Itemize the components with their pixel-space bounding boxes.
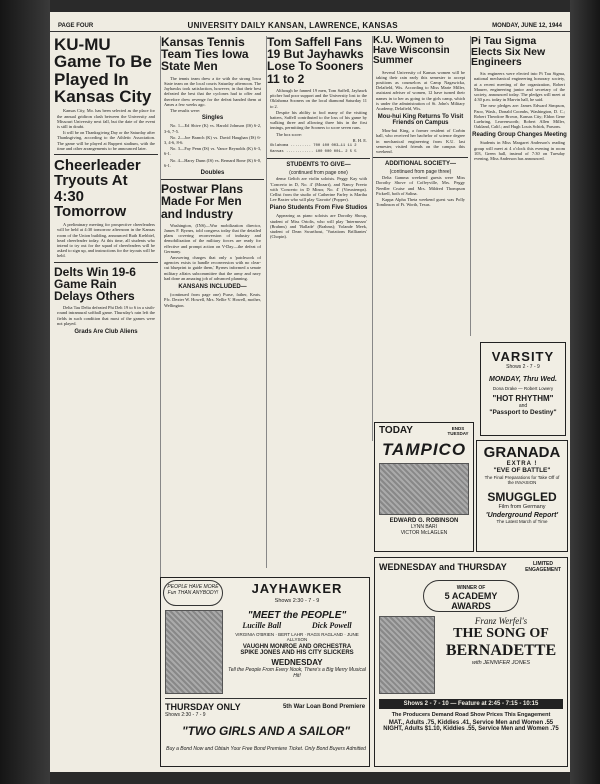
paper-title: UNIVERSITY DAILY KANSAN, LAWRENCE, KANSAS [187,21,398,30]
article-ku-mu-game: Kansas City, Mo. has been selected as the place for the annual gridiron clash between the University and Missouri University next fall, but the date of the event is still in doubt. It will be on Thanksgiving Day or the Saturday after Thanksgiving, according to the Athletic Association. The game will be played at Ruppert stadium, with the time and other arrangements to be announced later. [57,108,155,151]
academy-awards-badge: WINNER OF 5 ACADEMY AWARDS [423,580,519,612]
subhead-mou-hui: Mou-hui King Returns To Visit Friends on Campus [377,114,464,127]
ad-tampico: TODAY ENDS TUESDAY TAMPICO EDWARD G. ROBINSON LYNN BARI VICTOR McLAGLEN [374,422,474,552]
subhead-society: ADDITIONAL SOCIETY— [385,161,456,168]
ad-varsity: VARSITY Shows 2 - 7 - 9 MONDAY, Thru Wed. Dona Drake — Robert Lowery "HOT RHYTHM" and "Passport to Destiny" [480,342,566,436]
ad-bernadette: WEDNESDAY and THURSDAY LIMITED ENGAGEMENT WINNER OF 5 ACADEMY AWARDS Franz Werfel's THE SONG OF BERNADETTE with JENNIFER JONES Shows 2 - 7 - 10 — Feature at 2:45 - 7:15 - 10:15 The Producers Demand Road Show Prices This Engagement MAT., Adults .75, Kiddies .41, Service Men and Women .55 NIGHT, Adults $1.10, Kiddies .55, Service Men and Women .75 [374,557,568,767]
headline-saffell: Tom Saffell Fans 19 But Jayhawks Lose To Sooners 11 to 2 [267,36,364,86]
column-2: Kansas Tennis Team Ties Iowa State Men The tennis team drew a tie with the strong Iowa State team on the local courts Saturday afternoon. The Jayhawks took satisfaction, however, in that their best defeated the best that the cyclones had to offer and therefore drew revenge for the defeat handed them at Ames a few weeks ago. The results were: Singles No. 1—Ed Shive (K) vs. Harold Johnson (IS) 6-2, 3-6, 7-5. No. 2—Joe Branch (K) vs. David Haughan (IS) 6-3, 4-6, 8-6. No. 3—Fay Penn (IS) vs. Vance Reynolds (K) 6-3, 6-1. No. 4—Harry Dunn (IS) vs. Bernard Bone (K) 6-0, 6-1. Doubles Postwar Plans Made For Men and Industry Washington, (INS)—War mobilization director, James F. Byrnes, told congress today that the detailed plans covering reconversion of industry and demobilization of the military forces are ready for effective and prompt action on V-Day—the defeat of Germany. Answering charges that only a 'patchwork of agencies exists to handle reconversion with no clear-cut blueprint to guide them,' Byrnes informed a senate military affairs subcommittee that the army and navy had done an amazing job of advanced planning. KANSANS INCLUDED— (continued from page one) Purse, father, Keats. Pfc. Dexter W. Howell, Mrs. Nellie V. Howell, mother, Wellington. [160,36,264,596]
article-cheerleader: A preliminary meeting for prospective cheerleaders will be held at 4:30 tomorrow afternoon in the Kansas room of the Union building, announced Ruth Krehbiel, head cheerleader today. At this time, all students who intend to try out for the squad of cheerleaders will be asked to sign up, and instructions for the tryouts will be held. [57,222,155,259]
scan-edge-right [570,0,600,784]
column-4: K.U. Women to Have Wisconsin Summer Several University of Kansas women will be taking their rain early this semester to accept positions as counselors at Camp Nagawicka, Delafield, Wis. According to Miss Marie Miller, assistant adviser of women, 12 have turned their names in to her as going to the girls camp, which is under the administration of St. John's Military Academy, Delafield, Wis. Mou-hui King Returns To Visit Friends on Campus Mou-hui King, a former resident of Corbin hall, who received her bachelor of science degree in mechanical engineering from K.U. last semester, visited friends on the campus this weekend. ADDITIONAL SOCIETY— (continued from page three) Delta Gamma weekend guests were Miss Dorothy Shove of Coffeyville, Mrs. Peggy Needler Cruise and Mrs. Mildred Thompson Pickrell, both of Salina. Kappa Alpha Theta weekend guest was Polly Tomlinson of Ft. Worth, Texas. [372,36,468,441]
scan-edge-left [0,0,50,784]
subhead-students-give: STUDENTS TO GIVE— [286,162,351,169]
subhead-kansans: KANSANS INCLUDED— [178,284,247,291]
headline-delts-win: Delts Win 19-6 Game Rain Delays Others [54,264,136,304]
issue-date: MONDAY, JUNE 12, 1944 [492,22,562,29]
star-lucille-ball: Lucille Ball [242,621,282,630]
article-postwar: Washington, (INS)—War mobilization director, James F. Byrnes, told congress today that the detailed plans covering reconversion of industry and demobilization of the military forces are ready for effective and prompt action on V-Day—the defeat of Germany. Answering charges that only a 'patchwork of agencies exists to handle reconversion with no clear-cut blueprint to guide them,' Byrnes informed a senate military affairs subcommittee that the army and navy had done an amazing job of advanced planning. [164,222,261,281]
article-saffell: Although he fanned 19 men, Tom Saffell, Jayhawk pitcher had poor support and the University lost to the Oklahoma Sooners on the local diamond Saturday 11 to 2. Despite his ability to fool many of the visiting batters, Saffell contributed to the loss of his game by walking three and allowing three hits in the first innings, permitting the Sooners to score seven runs. The box score: R. H. E. Oklahoma ......... 700 100 003—11 11 2 Kansas ............ 100 000 001— 2 5 5 [270,87,367,155]
ad-jayhawker: PEOPLE HAVE MORE Fun THAN ANYBODY! JAYHAWKER Shows 2:30 - 7 - 9 "MEET the PEOPLE" Lucille Ball Dick Powell VIRGINIA O'BRIEN · BERT LAHR · RAGS RAGLAND · JUNE ALLYSON VAUGHN MONROE AND ORCHESTRA SPIKE JONES AND HIS CITY SLICKERS WEDNESDAY Tell the People From Every Nook, There's a Big Merry Musical Hit! THURSDAY ONLY Shows 2:30 - 7 - 9 5th War Loan Bond Premiere "TWO GIRLS AND A SAILOR" Buy a Bond Now and Obtain Your Free Bond Premiere Ticket. Only Bond Buyers Admitted [160,577,370,767]
headline-tennis: Kansas Tennis Team Ties Iowa State Men [161,36,249,74]
subhead-reading-group: Reading Group Changes Meeting [472,132,567,139]
column-3: Tom Saffell Fans 19 But Jayhawks Lose To Sooners 11 to 2 Although he fanned 19 men, Tom Saffell, Jayhawk pitcher had poor support and the University lost to the Oklahoma Sooners on the local diamond Saturday 11 to 2. Despite his ability to fool many of the visiting batters, Saffell contributed to the loss of his game by walking three and allowing three hits in the first innings, permitting the Sooners to score seven runs. The box score: R. H. E. Oklahoma ......... 700 100 003—11 11 2 Kansas ............ 100 000 001— 2 5 5 STUDENTS TO GIVE— (continued from page one) denur Geltch are violin soloists. Peggy Kay with 'Concerto in D, No. 4' (Mozart), and Nancy Freeto with 'Concerto in D Minor, No. 4' (Vieuxtemps). Cellist from the studio of Catherine Farley is Martha Lee Baxter who will play 'Gavotte' (Popper). Piano Students From Five Studios Appearing as piano soloists are Dorothy Shoup, student of Miss Ortolis, who will play 'Intermezzo' (Brahms) and 'Ballade' (Brahms); Yolande Meek, student of Dean Swarthout, 'Variations Brilliantes' (Chopin). [266,36,370,568]
jayhawker-poster-art [165,610,223,694]
page-number: PAGE FOUR [58,22,94,29]
headline-postwar: Postwar Plans Made For Men and Industry [161,182,244,221]
subhead-piano: Piano Students From Five Studios [269,205,368,212]
subhead-grads: Grads Are Club Aliens [74,329,138,336]
ad-granada: GRANADA EXTRA ! "EVE OF BATTLE" The Final Preparations for Take Off of the INVASION SMUGGLED Film from Germany 'Underground Report' The Latest March of Time [476,440,568,552]
headline-pi-tau-sigma: Pi Tau Sigma Elects Six New Engineers [471,36,546,69]
column-5: Pi Tau Sigma Elects Six New Engineers Six engineers were elected into Pi Tau Sigma, national mechanical engineering honorary society, at a recent meeting of the organization, Robert Maurer, engineering junior and secretary of the society, announced today. The pledges will meet at 4:30 p.m. today in Marvin hall, he said. The new pledges are: James Edward Simpson, Paoo, Wash., Donald Coombs, Washington, D. C.; Robert Theodore Brown, Kansas City; Eldon Gene Luehring, Leavenworth; Robert Allen Miller, Oakland, Calif.; and Hugh Louis Schirk, Parsons. Reading Group Changes Meeting Students in Miss Margaret Anderson's reading group will meet at 4 o'clock this evening in room 103, Green hall, instead of 7:30 on Tuesday evening, Miss Anderson has announced. [470,36,568,336]
star-dick-powell: Dick Powell [311,621,352,630]
headline-ku-mu-game: KU-MU Game To Be Played In Kansas City [54,36,152,106]
article-tennis: The tennis team drew a tie with the strong Iowa State team on the local courts Saturday afternoon. The Jayhawks took satisfaction, however, in that their best defeated the best that the cyclones had to offer and therefore drew revenge for the defeat handed them at Ames a few weeks ago. The results were: Singles No. 1—Ed Shive (K) vs. Harold Johnson (IS) 6-2, 3-6, 7-5. No. 2—Joe Branch (K) vs. David Haughan (IS) 6-3, 4-6, 8-6. No. 3—Fay Penn (IS) vs. Vance Reynolds (K) 6-3, 6-1. No. 4—Harry Dunn (IS) vs. Bernard Bone (K) 6-0, 6-1. Doubles [164,75,261,176]
headline-ku-women: K.U. Women to Have Wisconsin Summer [373,36,450,67]
tampico-poster-art [379,463,469,515]
column-1 [54,36,158,766]
article-delts: Delta Tau Delta defeated Phi Delt 19 to 6 in a sixth-round intramural softball game. Thursday's rain left the fields in such condition that most of the games were not played. [57,305,155,326]
headline-cheerleader-tryouts: Cheerleader Tryouts At 4:30 Tomorrow [54,156,141,220]
bernadette-portrait [379,616,435,694]
folio-line [50,20,570,32]
newspaper-page [50,12,570,772]
